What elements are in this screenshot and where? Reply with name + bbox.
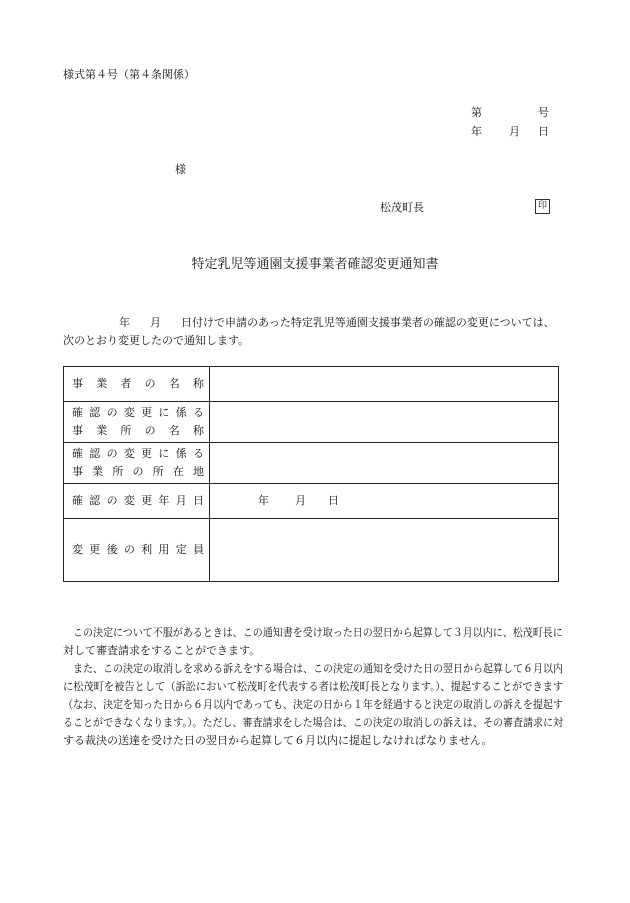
notice-line: 対して審査請求をすることができます。: [63, 644, 261, 657]
addressee-honorific: 様: [175, 163, 186, 176]
issue-date-day: 日: [538, 125, 549, 138]
form-number: 様式第４号（第４条関係）: [63, 68, 195, 81]
row-label: 事業者の名称: [72, 377, 204, 390]
change-date-field[interactable]: [210, 484, 558, 518]
row-label: 変更後の利用定員: [72, 543, 204, 556]
capacity-field[interactable]: [210, 519, 558, 581]
reference-number-prefix: 第: [471, 106, 482, 119]
seal-mark: 印: [535, 199, 550, 214]
body-text-line-1: [63, 316, 555, 330]
label-cell: [64, 484, 210, 518]
notice-line: （なお、決定を知った日から６月以内であっても、決定の日から１年を経過すると決定の取消しの訴えを提起す: [63, 698, 563, 711]
table-row-business-name: [64, 367, 558, 402]
facility-name-field[interactable]: [210, 402, 558, 442]
body-date-text: 日付けで申請のあった特定乳児等通園支援事業者の確認の変更については、: [181, 316, 555, 329]
table-row-capacity: [64, 519, 558, 581]
label-cell: [64, 519, 210, 581]
label-cell: [64, 402, 210, 442]
row-label-line-1: 確認の変更に係る: [72, 447, 204, 460]
issue-date-year: 年: [471, 125, 482, 138]
change-date-month: 月: [295, 494, 306, 507]
body-text-line-2: 次のとおり変更したので通知します。: [63, 334, 250, 347]
issue-date-month: 月: [509, 125, 520, 138]
label-cell: [64, 367, 210, 401]
facility-address-field[interactable]: [210, 443, 558, 483]
row-label-line-2: 事業所の所在地: [72, 465, 204, 478]
change-date-year: 年: [258, 494, 269, 507]
body-year: 年: [119, 316, 130, 329]
row-label-line-2: 事業所の名称: [72, 424, 204, 437]
reference-number-suffix: 号: [538, 106, 549, 119]
document-title: 特定乳児等通園支援事業者確認変更通知書: [191, 257, 439, 272]
change-date-day: 日: [328, 494, 339, 507]
row-label-line-1: 確認の変更に係る: [72, 406, 204, 419]
label-cell: [64, 443, 210, 483]
issuer-title: 松茂町長: [380, 201, 424, 214]
details-table: [63, 366, 559, 582]
notice-line: また、この決定の取消しを求める訴えをする場合は、この決定の通知を受けた日の翌日から起算して６月以内: [63, 662, 563, 675]
table-row-facility-name: [64, 402, 558, 443]
notice-line: ることができなくなります。）。ただし、審査請求をした場合は、この決定の取消しの訴えは、その審査請求に対: [63, 716, 564, 729]
row-label: 確認の変更年月日: [72, 494, 204, 507]
body-month: 月: [150, 316, 161, 329]
notice-line: に松茂町を被告として（訴訟において松茂町を代表する者は松茂町長となります。）、提起することができます: [63, 680, 564, 693]
business-name-field[interactable]: [210, 367, 558, 401]
table-row-change-date: [64, 484, 558, 519]
table-row-facility-address: [64, 443, 558, 484]
notice-line: する裁決の送達を受けた日の翌日から起算して６月以内に提起しなければなりません。: [63, 734, 493, 747]
notice-line: この決定について不服があるときは、この通知書を受け取った日の翌日から起算して３月以内に、松茂町長に: [63, 626, 563, 639]
